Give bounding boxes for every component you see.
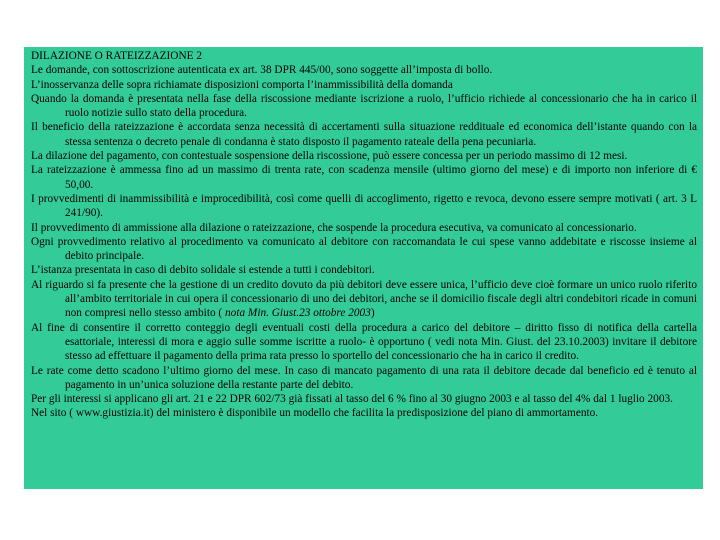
paragraph-rateizzazione: La rateizzazione è ammessa fino ad un massimo di trenta rate, con scadenza mensile (ultimo giorno del mese) e di importo non inferiore di € 50,00. [31, 164, 697, 191]
text-panel [24, 47, 703, 489]
paragraph-comunicazione: Ogni provvedimento relativo al procedimento va comunicato al debitore con raccomandata le cui spese vanno addebitate e riscosse insieme al debito principale. [31, 235, 697, 263]
paragraph-provvedimenti: I provvedimenti di inammissibilità e improcedibilità, così come quelli di accoglimento, rigetto e revoca, devono essere sempre motivati ( art. 3 L 241/90). [31, 192, 697, 220]
paragraph-bollo: Le domande, con sottoscrizione autenticata ex art. 38 DPR 445/00, sono soggette all’imposta di bollo. [31, 64, 493, 77]
paragraph-beneficio: Il beneficio della rateizzazione è accordata senza necessità di accertamenti sulla situazione reddituale ed economica dell’istante quando con la stessa sentenza o decreto penale di condanna è stato disposto il pagamento rateale della pena pecuniaria. [31, 121, 697, 148]
paragraph-iscrizione-ruolo: Quando la domanda è presentata nella fase della riscossione mediante iscrizione a ruolo, l’ufficio richiede al concessionario che ha in carico il ruolo notizie sullo stato della procedura. [31, 92, 697, 120]
paragraph-scadenza-rate: Le rate come detto scadono l’ultimo giorno del mese. In caso di mancato pagamento di una rata il debitore decade dal beneficio ed è tenuto al pagamento in un’unica soluzione della restante parte del debito. [31, 364, 697, 391]
paragraph-gestione-credito [31, 278, 697, 321]
paragraph-debito-solidale: L’istanza presentata in caso di debito solidale si estende a tutti i condebitori. [31, 264, 375, 277]
paragraph-sito: Nel sito ( www.giustizia.it) del ministero è disponibile un modello che facilita la predisposizione del piano di ammortamento. [31, 407, 599, 420]
document-title: DILAZIONE O RATEIZZAZIONE 2 [31, 50, 202, 62]
paragraph-dilazione: La dilazione del pagamento, con contestuale sospensione della riscossione, può essere concessa per un periodo massimo di 12 mesi. [31, 150, 628, 163]
paragraph-gestione-close: ) [370, 307, 375, 320]
paragraph-interessi: Per gli interessi si applicano gli art. 21 e 22 DPR 602/73 già fissati al tasso del 6 % fino al 30 giugno 2003 e al tasso del 4% dal 1 luglio 2003. [31, 393, 673, 406]
citation-text: nota Min. Giust.23 ottobre 2003 [225, 307, 371, 320]
paragraph-ammissione: Il provvedimento di ammissione alla dilazione o rateizzazione, che sospende la procedura esecutiva, va comunicato al concessionario. [31, 221, 637, 234]
paragraph-conteggio-costi: Al fine di consentire il corretto conteggio degli eventuali costi della procedura a carico del debitore – diritto fisso di notifica della cartella esattoriale, interessi di mora e aggio sulle somme iscritte a ruolo- è opportuno ( vedi nota Min. Giust. del 23.10.2003) invitare il debitore stesso ad effettuare il pagamento della prima rata presso lo sportello del concessionario che ha in carico il credito. [31, 321, 697, 363]
paragraph-gestione-text: Al riguardo si fa presente che la gestione di un credito dovuto da più debitori deve essere unica, l’ufficio deve cioè formare un unico ruolo riferito all’ambito territoriale in cui opera il concessionario di uno dei debitori, anche se il domicilio fiscale degli altri condebitori ricade in comuni non compresi nello stesso ambito ( [31, 278, 697, 320]
paragraph-inammissibilita: L’inosservanza delle sopra richiamate disposizioni comporta l’inammissibilità della domanda [31, 78, 453, 91]
